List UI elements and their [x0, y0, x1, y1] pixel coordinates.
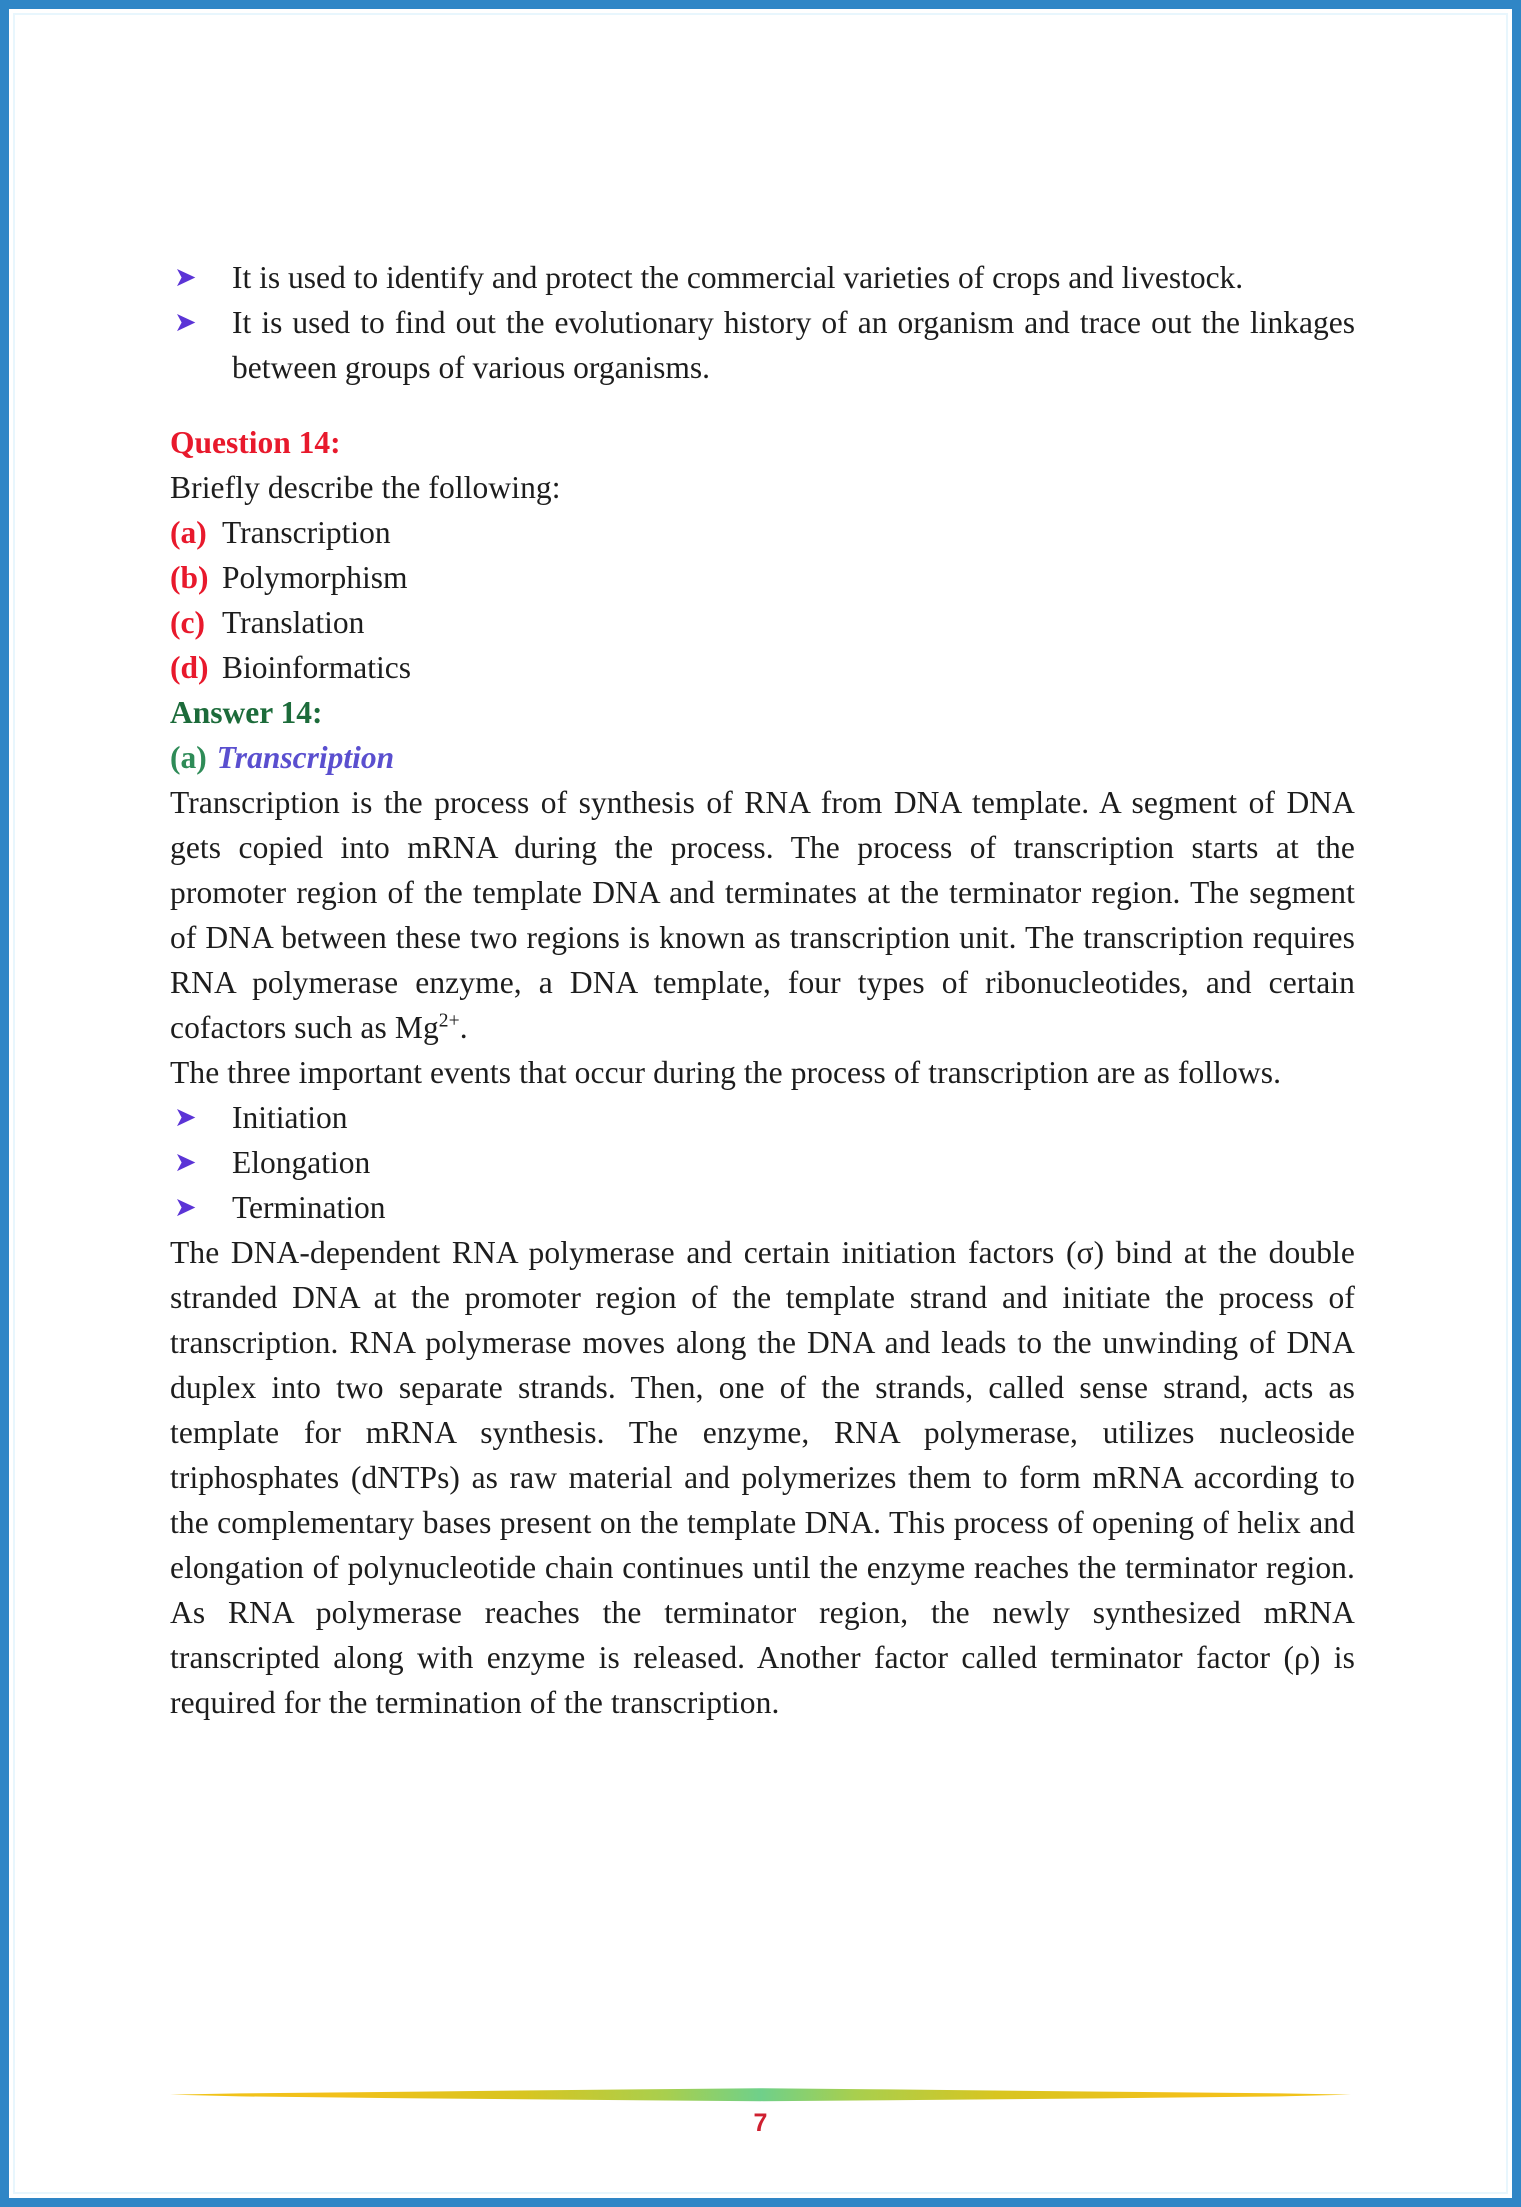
question-option: [170, 555, 1355, 600]
list-item: [170, 300, 1355, 390]
option-label: Polymorphism: [222, 560, 408, 595]
option-marker: (c): [170, 605, 205, 640]
answer-paragraph-3: The DNA-dependent RNA polymerase and certain initiation factors (σ) bind at the double stranded DNA at the promoter region of the template strand and initiate the process of transcription. RNA polymerase moves along the DNA and leads to the unwinding of DNA duplex into two separate strands. Then, one of the strands, called sense strand, acts as template for mRNA synthesis. The enzyme, RNA polymerase, utilizes nucleoside triphosphates (dNTPs) as raw material and polymerizes them to form mRNA according to the complementary bases present on the template DNA. This process of opening of helix and elongation of polynucleotide chain continues until the enzyme reaches the terminator region. As RNA polymerase reaches the terminator region, the newly synthesized mRNA transcripted along with enzyme is released. Another factor called terminator factor (ρ) is required for the termination of the transcription.: [170, 1235, 1355, 1720]
section-spacer: [170, 390, 1355, 420]
question-option: [170, 510, 1355, 555]
intro-bullet-list: [170, 255, 1355, 390]
paragraph-tail: .: [459, 1010, 468, 1045]
answer-paragraph-1: [170, 780, 1355, 1050]
question-option: [170, 600, 1355, 645]
list-item: [170, 1095, 1355, 1140]
answer-sub-marker: (a): [170, 740, 207, 775]
list-item-text: It is used to find out the evolutionary history of an organism and trace out the linkages between groups of various organisms.: [232, 305, 1355, 385]
footer-bar-shape: [170, 2085, 1351, 2103]
option-marker: (b): [170, 560, 209, 595]
option-marker: (a): [170, 515, 207, 550]
list-item-text: Termination: [232, 1190, 386, 1225]
list-item-text: It is used to identify and protect the commercial varieties of crops and livestock.: [232, 260, 1244, 295]
list-item-text: Initiation: [232, 1100, 348, 1135]
arrow-bullet-icon: ➤: [174, 1192, 197, 1223]
answer-subheading: [170, 735, 1355, 780]
transcription-events-list: [170, 1095, 1355, 1230]
option-label: Translation: [222, 605, 365, 640]
list-item: [170, 255, 1355, 300]
answer-sub-title: Transcription: [216, 740, 395, 775]
list-item: [170, 1185, 1355, 1230]
arrow-bullet-icon: ➤: [174, 1102, 197, 1133]
superscript-charge: 2+: [438, 1010, 460, 1032]
arrow-bullet-icon: ➤: [174, 307, 197, 338]
answer-heading: Answer 14:: [170, 695, 323, 730]
answer-paragraph-2: The three important events that occur during the process of transcription are as follows.: [170, 1055, 1282, 1090]
page-number: 7: [753, 2109, 768, 2137]
page-footer: [0, 2041, 1521, 2161]
arrow-bullet-icon: ➤: [174, 262, 197, 293]
footer-decorative-bar: [170, 2085, 1351, 2103]
option-marker: (d): [170, 650, 209, 685]
option-label: Transcription: [222, 515, 391, 550]
question-prompt: Briefly describe the following:: [170, 470, 561, 505]
paragraph-text: Transcription is the process of synthesis of RNA from DNA template. A segment of DNA gets copied into mRNA during the process. The process of transcription starts at the promoter region of the template DNA and terminates at the terminator region. The segment of DNA between these two regions is known as transcription unit. The transcription requires RNA polymerase enzyme, a DNA template, four types of ribonucleotides, and certain cofactors such as Mg: [170, 785, 1355, 1045]
arrow-bullet-icon: ➤: [174, 1147, 197, 1178]
option-label: Bioinformatics: [222, 650, 411, 685]
list-item-text: Elongation: [232, 1145, 371, 1180]
page-content: [170, 255, 1355, 1725]
list-item: [170, 1140, 1355, 1185]
question-heading: Question 14:: [170, 425, 341, 460]
question-option: [170, 645, 1355, 690]
